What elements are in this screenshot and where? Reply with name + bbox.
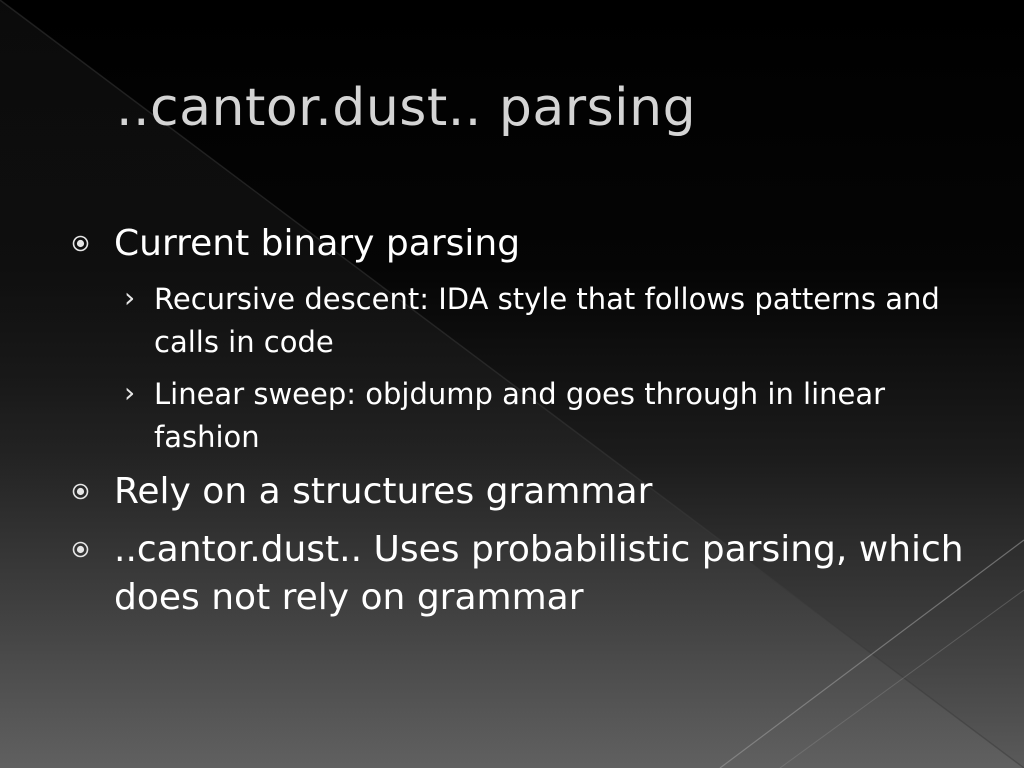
subbullet-item xyxy=(72,278,972,364)
bullet-text: Rely on a structures grammar xyxy=(114,471,653,512)
slide-title: ..cantor.dust.. parsing xyxy=(116,78,697,138)
subbullet-text: Linear sweep: objdump and goes through in linear fashion xyxy=(154,377,886,454)
bullet-item xyxy=(72,220,972,268)
circled-dot-icon xyxy=(72,483,89,500)
circled-dot-icon xyxy=(72,235,89,252)
bullet-item xyxy=(72,468,972,516)
chevron-right-icon: › xyxy=(124,376,136,409)
bullet-list xyxy=(72,220,972,632)
bullet-item xyxy=(72,526,972,622)
bullet-text: ..cantor.dust.. Uses probabilistic parsing, which does not rely on grammar xyxy=(114,529,964,618)
chevron-right-icon: › xyxy=(124,281,136,314)
bullet-text: Current binary parsing xyxy=(114,223,521,264)
circled-dot-icon xyxy=(72,541,89,558)
subbullet-text: Recursive descent: IDA style that follows patterns and calls in code xyxy=(154,282,940,359)
subbullet-item xyxy=(72,373,972,459)
